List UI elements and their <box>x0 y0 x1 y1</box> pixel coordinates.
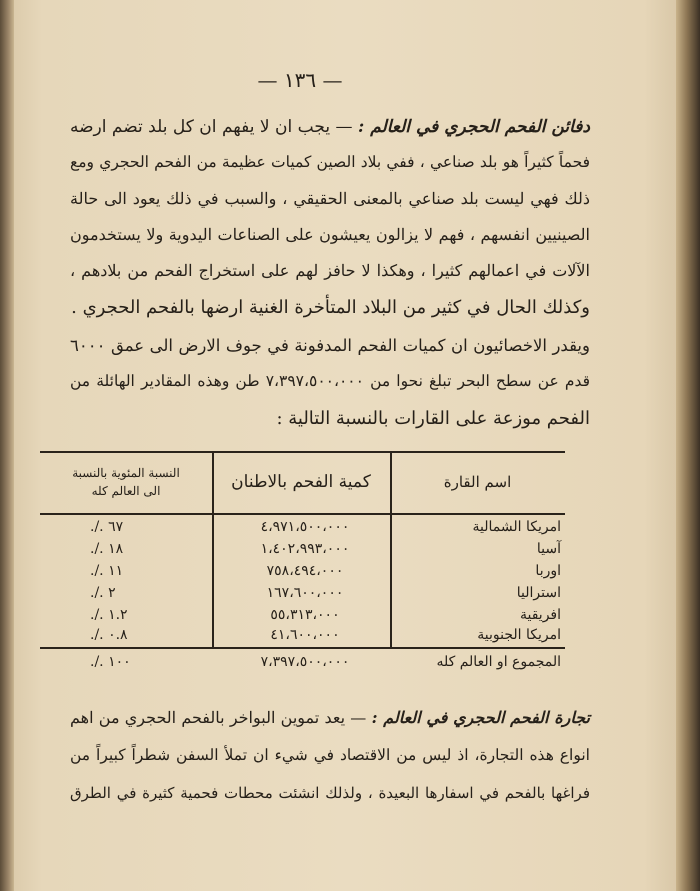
total-quantity: ٧،٣٩٧،٥٠٠،٠٠٠ <box>260 654 350 670</box>
row-percent: ١١ ./. <box>90 563 124 579</box>
section-heading-coal-trade: تجارة الفحم الحجري في العالم : <box>371 708 590 727</box>
table-bottom-rule <box>40 647 565 649</box>
text-line: قدم عن سطح البحر تبلغ نحوا من ٧،٣٩٧،٥٠٠،٠٠٠ طن وهذه المقادير الهائلة من <box>70 372 590 390</box>
row-quantity: ١٦٧،٦٠٠،٠٠٠ <box>266 585 344 601</box>
row-quantity: ٤١،٦٠٠،٠٠٠ <box>270 627 340 643</box>
paragraph-coal-estimate <box>70 336 590 446</box>
header-quantity: كمية الفحم بالاطنان <box>231 472 371 492</box>
row-continent: امريكا الشمالية <box>472 519 561 535</box>
page-number: — ١٣٦ — <box>257 68 343 92</box>
header-percent-line: النسبة المئوية بالنسبة <box>72 466 180 480</box>
header-percent-line: الى العالم كله <box>91 484 161 498</box>
row-continent: آسيا <box>536 541 561 557</box>
coal-distribution-table <box>40 451 565 671</box>
header-continent: اسم القارة <box>443 473 512 491</box>
total-percent: ١٠٠ ./. <box>90 654 131 670</box>
row-continent: افريقية <box>519 607 561 623</box>
text-line: فراغها بالفحم في اسفارها البعيدة ، ولذلك انشئت محطات فحمية كثيرة في الطرق <box>70 784 590 802</box>
text-line: وكذلك الحال في كثير من البلاد المتأخرة الغنية ارضها بالفحم الحجري . <box>71 297 590 318</box>
row-percent: ١.٢ ./. <box>90 607 128 623</box>
section-heading-coal-deposits: دفائن الفحم الحجري في العالم : <box>357 117 590 137</box>
text-line <box>70 117 590 137</box>
header-percent <box>40 451 212 513</box>
text-line: الفحم موزعة على القارات بالنسبة التالية : <box>276 408 590 429</box>
text-line: ويقدر الاخصائيون ان كميات الفحم المدفونة في جوف الارض الى عمق ٦٠٠٠ <box>70 336 590 355</box>
text-line: الآلات في اعمالهم كثيرا ، وهكذا لا حافز لهم على استخراج الفحم من بلادهم ، <box>70 261 590 280</box>
text-line-fragment: — يعد تموين البواخر بالفحم الحجري من اهم <box>70 708 367 727</box>
paragraph-coal-trade <box>70 708 590 818</box>
row-percent: ١٨ ./. <box>90 541 124 557</box>
row-percent: ٠.٨ ./. <box>90 627 128 643</box>
row-percent: ٢ ./. <box>90 585 116 601</box>
text-line: انواع هذه التجارة، اذ ليس من الاقتصاد في شيء ان تملأ السفن شطراً كبيراً من <box>70 746 590 764</box>
row-quantity: ١،٤٠٢،٩٩٣،٠٠٠ <box>260 541 350 557</box>
row-quantity: ٥٥،٣١٣،٠٠٠ <box>270 607 340 623</box>
row-continent: استراليا <box>516 585 561 601</box>
row-continent: امريكا الجنوبية <box>477 627 561 643</box>
table-header-rule <box>40 513 565 515</box>
text-line: فحماً كثيراً هو بلد صناعي ، ففي بلاد الصين كميات عظيمة من الفحم الحجري ومع <box>70 153 590 171</box>
total-label: المجموع او العالم كله <box>436 654 561 670</box>
text-line: ذلك فهي ليست بلد صناعي بالمعنى الحقيقي ، والسبب في ذلك يعود الى حالة <box>70 189 590 208</box>
page-gutter-shadow <box>0 0 14 891</box>
text-line <box>70 708 590 727</box>
paragraph-coal-deposits <box>70 117 590 332</box>
text-line-fragment: — يجب ان لا يفهم ان كل بلد تضم ارضه <box>70 117 353 137</box>
page-edge-shadow <box>676 0 700 891</box>
row-continent: اوربا <box>535 563 561 579</box>
text-line: الصينيين انفسهم ، فهم لا يزالون يعيشون على الصناعات اليدوية ولا يستخدمون <box>70 225 590 244</box>
row-quantity: ٧٥٨،٤٩٤،٠٠٠ <box>266 563 344 579</box>
row-percent: ٦٧ ./. <box>90 519 124 535</box>
row-quantity: ٤،٩٧١،٥٠٠،٠٠٠ <box>260 519 350 535</box>
